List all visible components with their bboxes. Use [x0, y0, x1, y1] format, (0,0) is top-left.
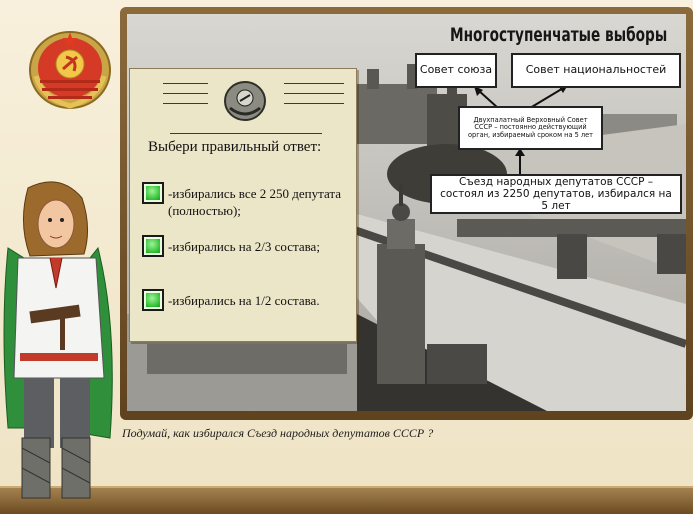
- panel-divider: [163, 93, 208, 94]
- council-of-nationalities-box: Совет национальностей: [511, 53, 681, 88]
- council-of-union-box: Совет союза: [415, 53, 497, 88]
- ussr-emblem-icon: [26, 26, 114, 112]
- panel-divider: [163, 83, 208, 84]
- answer-3-button[interactable]: [142, 289, 164, 311]
- answer-2-label: -избирались на 2/3 состава;: [168, 239, 320, 254]
- panel-divider: [170, 133, 322, 134]
- panel-divider: [284, 93, 344, 94]
- character-illustration: [0, 178, 122, 512]
- answer-3-label: -избирались на 1/2 состава.: [168, 293, 320, 308]
- panel-divider: [284, 83, 344, 84]
- panel-divider: [284, 103, 344, 104]
- answer-2-button[interactable]: [142, 235, 164, 257]
- answer-1-button[interactable]: [142, 182, 164, 204]
- panel-divider: [163, 103, 208, 104]
- question-text: Выбери правильный ответ:: [148, 139, 322, 155]
- diagram-title: Многоступенчатые выборы: [450, 24, 668, 46]
- congress-box: Съезд народных депутатов СССР – состоял из 2250 депутатов, избирался на 5 лет: [430, 174, 682, 214]
- supreme-soviet-box: Двухпалатный Верховный Совет СССР – постоянно действующий орган, избираемый сроком на 5 лет: [458, 106, 603, 150]
- answer-1-label: -избирались все 2 250 депутата (полностью);: [168, 186, 342, 218]
- ussr-seal-icon: [222, 80, 268, 122]
- hint-text: Подумай, как избирался Съезд народных депутатов СССР ?: [122, 426, 434, 440]
